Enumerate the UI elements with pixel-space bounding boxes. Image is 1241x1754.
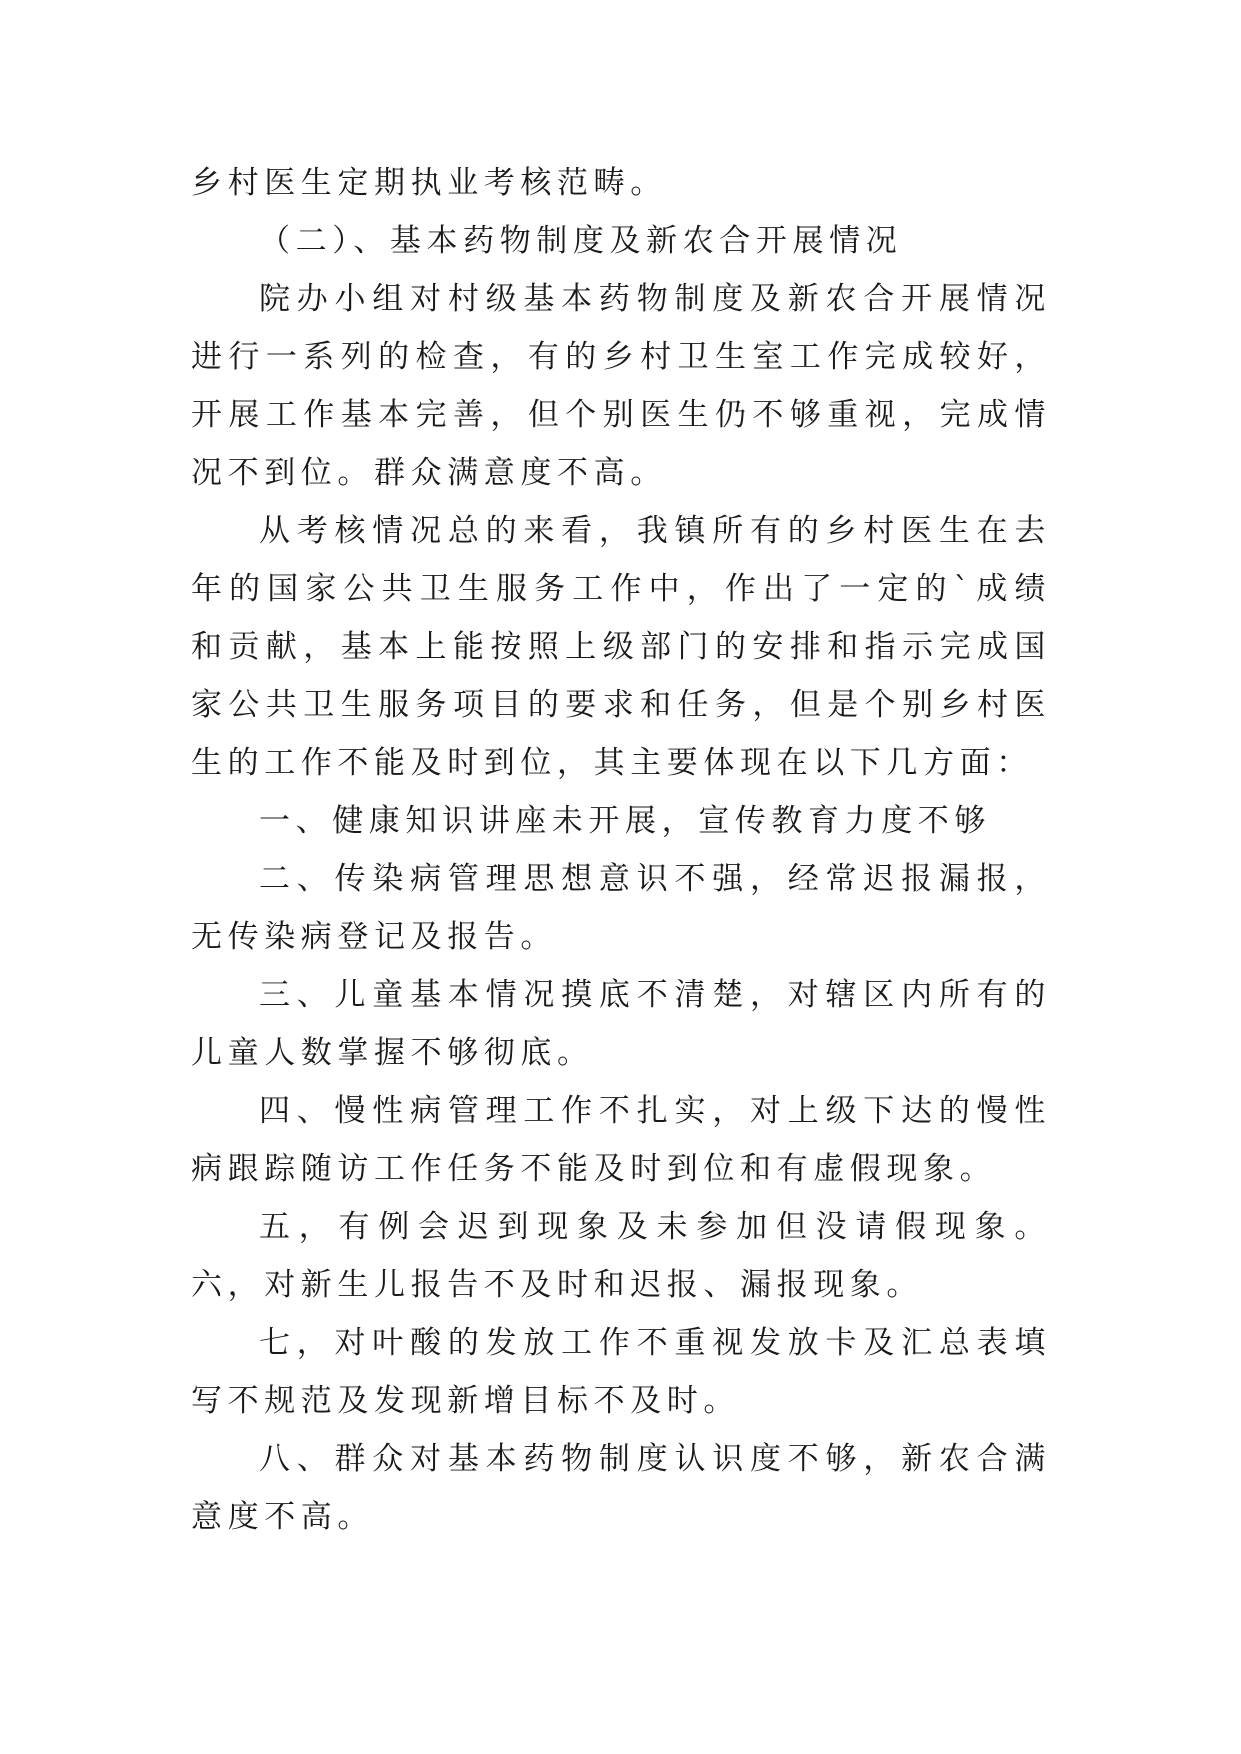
paragraph-inspection: 院办小组对村级基本药物制度及新农合开展情况进行一系列的检查，有的乡村卫生室工作完成较好，开展工作基本完善，但个别医生仍不够重视，完成情况不到位。群众满意度不高。	[191, 281, 1051, 491]
paragraph-summary: 从考核情况总的来看，我镇所有的乡村医生在去年的国家公共卫生服务工作中，作出了一定的`成绩和贡献，基本上能按照上级部门的安排和指示完成国家公共卫生服务项目的要求和任务，但是个别乡村医生的工作不能及时到位，其主要体现在以下几方面：	[191, 513, 1051, 781]
list-item-1: 一、健康知识讲座未开展，宣传教育力度不够	[259, 803, 991, 839]
paragraph-continuation: 乡村医生定期执业考核范畴。	[191, 165, 667, 201]
list-item-4: 四、慢性病管理工作不扎实，对上级下达的慢性病跟踪随访工作任务不能及时到位和有虚假现象。	[191, 1093, 1051, 1187]
list-item-8: 八、群众对基本药物制度认识度不够，新农合满意度不高。	[191, 1441, 1051, 1535]
list-item-3: 三、儿童基本情况摸底不清楚，对辖区内所有的儿童人数掌握不够彻底。	[191, 977, 1051, 1071]
list-item-7: 七，对叶酸的发放工作不重视发放卡及汇总表填写不规范及发现新增目标不及时。	[191, 1325, 1051, 1419]
list-item-5-6: 五，有例会迟到现象及未参加但没请假现象。六，对新生儿报告不及时和迟报、漏报现象。	[191, 1209, 1051, 1303]
document-body	[191, 154, 1051, 1546]
section-heading: （二）、基本药物制度及新农合开展情况	[259, 223, 903, 259]
list-item-2: 二、传染病管理思想意识不强，经常迟报漏报，无传染病登记及报告。	[191, 861, 1051, 955]
